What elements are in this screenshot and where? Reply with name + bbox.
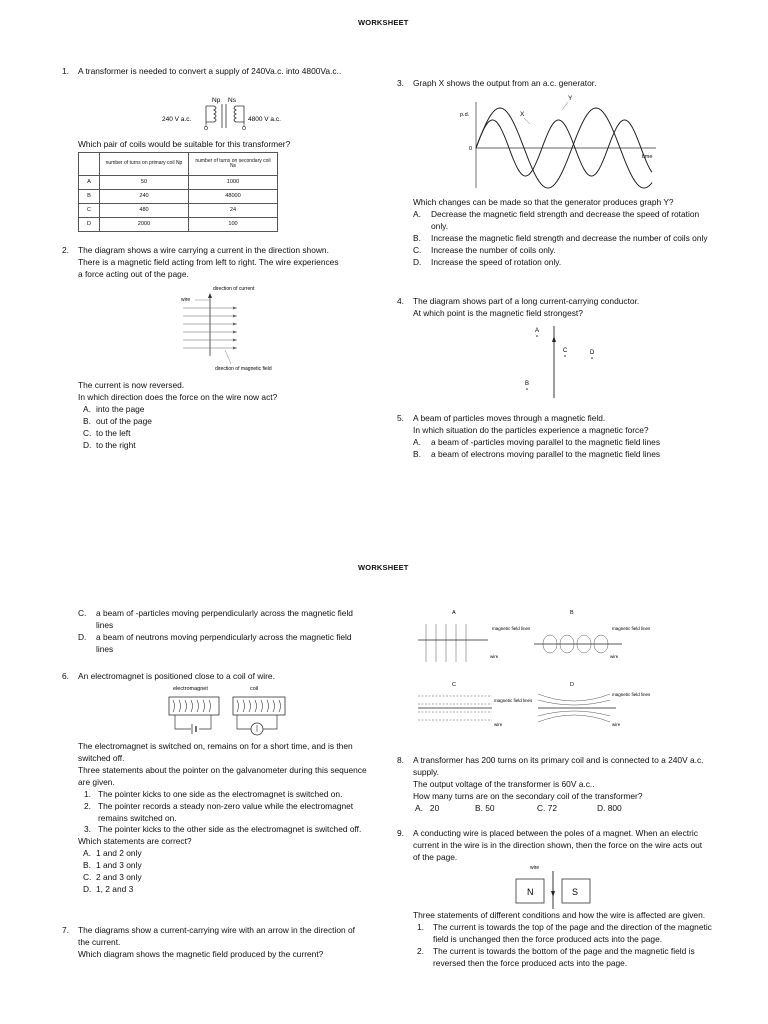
time-axis-label: time [642,154,653,160]
page-title: WORKSHEET [358,563,409,572]
question-8 [397,755,707,815]
diagram-b-label: B [570,610,574,616]
statements-list [78,789,370,837]
option-c[interactable]: C. 2 and 3 only [83,872,142,883]
question-text: The diagram shows a wire carrying a current in the direction shown. [78,245,329,255]
wire-label: wire [530,865,540,871]
options-list [397,209,715,269]
option-d[interactable]: D. 800 [597,802,622,813]
question-number: 8. [397,755,404,765]
option-d[interactable]: D. a beam of neutrons moving perpendicularly across the magnetic field lines [78,631,352,654]
question-9 [397,828,707,864]
question-text: A transformer has 200 turns on its primary coil and is connected to a 240V a.c. supply. [413,755,704,777]
primary-voltage-label: 240 V a.c. [162,116,192,123]
option-a[interactable]: A. a beam of -particles moving parallel to the magnetic field lines [413,436,661,447]
wire-field-diagram [175,284,275,378]
secondary-voltage-label: 4800 V a.c. [248,116,281,123]
ns-label: Ns [228,97,236,104]
transformer-diagram [150,94,300,136]
question-6-body [78,741,370,896]
question-5-continued [62,608,362,656]
option-c[interactable]: C. a beam of -particles moving perpendicularly across the magnetic field lines [78,608,353,630]
question-9-body [413,910,713,970]
cell-np: 50 [100,176,189,190]
options-list [397,437,717,461]
row-label: B [79,190,100,204]
row-label: C [79,204,100,218]
magnet-wire-diagram [508,863,598,911]
diagram-d-label: D [570,682,574,688]
question-text: The current is now reversed. [78,380,185,390]
statement-2: 2. The pointer records a steady non-zero value while the electromagnet remains switched on. [84,800,354,823]
current-label: direction of current [213,286,255,292]
question-text: Which statements are correct? [78,836,192,847]
cell-ns: 24 [189,204,278,218]
diagram-c-field-label: magnetic field lines [494,698,533,703]
option-a[interactable]: A. 1 and 2 only [83,848,142,859]
row-label: D [79,218,100,232]
page-title: WORKSHEET [358,18,409,27]
question-text: A transformer is needed to convert a supply of 240Va.c. into 4800Va.c.. [78,66,342,76]
graph-x-label: X [520,111,525,118]
question-number: 7. [62,925,69,935]
cell-ns: 48000 [189,190,278,204]
row-label: A [79,176,100,190]
question-text: At which point is the magnetic field strongest? [413,307,583,318]
option-d[interactable]: D. Increase the speed of rotation only. [413,256,562,267]
statement-1: 1. The pointer kicks to one side as the electromagnet is switched on. [84,788,343,799]
option-b[interactable]: B. Increase the magnetic field strength and decrease the number of coils only [413,232,708,243]
question-text: Three statements about the pointer on the galvanometer during this sequence are given. [78,764,367,787]
point-d: D [590,350,595,356]
table-row [79,190,278,204]
question-6 [62,671,362,683]
question-number: 4. [397,296,404,306]
option-a[interactable]: A. Decrease the magnetic field strength and decrease the speed of rotation only. [413,208,700,231]
question-text: How many turns are on the secondary coil of the transformer? [413,790,643,801]
question-text: The electromagnet is switched on, remains on for a short time, and is then switched off. [78,741,353,763]
question-text: An electromagnet is positioned close to a coil of wire. [78,671,275,681]
option-d[interactable]: D. to the right [83,439,136,450]
option-c[interactable]: C. Increase the number of coils only. [413,244,556,255]
question-number: 5. [397,413,404,423]
options-row [413,803,707,815]
statement-3: 3. The pointer kicks to the other side as the electromagnet is switched off. [84,824,362,835]
question-text: Graph X shows the output from an a.c. generator. [413,78,597,88]
statements-list [413,922,713,970]
option-d[interactable]: D. 1, 2 and 3 [83,884,134,895]
option-b[interactable]: B. out of the page [83,415,152,426]
question-3-prompt [397,197,715,269]
diagram-a-wire-label: wire [490,654,499,659]
question-text: In which direction does the force on the wire now act? [78,391,278,402]
option-a[interactable]: A. 20 [415,802,440,813]
question-4 [397,296,697,320]
question-text: a force acting out of the page. [78,268,189,279]
diagram-a-label: A [452,610,456,616]
option-c[interactable]: C. 72 [537,802,558,813]
question-2-followup [78,380,338,452]
zero-label: 0 [469,146,473,152]
table-header-secondary: number of turns on secondary coil Ns [189,153,278,176]
field-label: direction of magnetic field [215,366,272,372]
options-list [78,848,370,896]
field-diagrams [412,606,652,734]
question-number: 2. [62,245,69,255]
options-list [62,608,362,656]
question-number: 3. [397,78,404,88]
cell-ns: 100 [189,218,278,232]
question-text: Which diagram shows the magnetic field produced by the current? [78,948,324,959]
coil-label: coil [250,686,259,692]
option-a[interactable]: A. into the page [83,403,145,414]
option-b[interactable]: B. 1 and 3 only [83,860,142,871]
question-number: 6. [62,671,69,681]
table-corner [79,153,100,176]
diagram-b-wire-label: wire [610,654,619,659]
question-text: Three statements of different conditions and how the wire is affected are given. [413,910,706,920]
question-5 [397,413,717,461]
cell-np: 2000 [100,218,189,232]
statement-2: 2. The current is towards the bottom of the page and the magnetic field is reversed then the force produced acts into the page. [417,945,695,968]
question-text: The diagram shows part of a long current-carrying conductor. [413,296,640,306]
question-number: 1. [62,66,69,76]
table-row [79,176,278,190]
point-a: A [535,328,540,334]
electromagnet-diagram [165,683,295,739]
diagram-a-field-label: magnetic field lines [492,626,531,631]
diagram-c-label: C [452,682,456,688]
option-c[interactable]: C. to the left [83,427,131,438]
question-text: The output voltage of the transformer is 60V a.c.. [413,778,595,789]
cell-ns: 1000 [189,176,278,190]
wire-label: wire [181,297,191,303]
north-pole-label: N [527,887,534,897]
question-text: Which changes can be made so that the generator produces graph Y? [413,197,674,207]
option-b[interactable]: B. a beam of electrons moving parallel to the magnetic field lines [413,448,661,459]
question-3 [397,78,697,90]
coil-table [78,152,278,232]
diagram-d-wire-label: wire [612,722,621,727]
question-number: 9. [397,828,404,838]
question-text: The diagrams show a current-carrying wire with an arrow in the direction of the current. [78,925,355,947]
south-pole-label: S [572,887,579,897]
question-text: A conducting wire is placed between the poles of a magnet. When an electric current in the wire is in the direction shown, then the force on the wire acts out of the page. [413,828,703,862]
np-label: Np [212,97,221,104]
option-b[interactable]: B. 50 [475,802,495,813]
question-text: In which situation do the particles experience a magnetic force? [413,424,649,435]
question-1-prompt: Which pair of coils would be suitable for this transformer? [78,139,291,149]
table-header-primary: number of turns on primary coil Np [100,153,189,176]
cell-np: 240 [100,190,189,204]
statement-1: 1. The current is towards the top of the page and the direction of the magnetic field is unchanged then the force produced acts into the page. [417,921,712,944]
diagram-b-field-label: magnetic field lines [612,626,651,631]
table-row [79,218,278,232]
diagram-c-wire-label: wire [494,722,503,727]
question-2 [62,245,377,281]
electromagnet-label: electromagnet [173,686,208,692]
conductor-diagram [520,322,610,400]
table-row [79,204,278,218]
question-text: A beam of particles moves through a magnetic field. [413,413,606,423]
diagram-d-field-label: magnetic field lines [612,692,651,697]
ac-output-graph [456,92,666,192]
graph-y-label: Y [568,95,573,102]
point-c: C [563,348,568,354]
options-list [78,404,338,452]
pd-axis-label: p.d. [460,112,470,118]
question-7 [62,925,362,961]
question-1 [62,66,362,78]
point-b: B [525,381,530,387]
question-text: There is a magnetic field acting from left to right. The wire experiences [78,256,339,267]
cell-np: 480 [100,204,189,218]
